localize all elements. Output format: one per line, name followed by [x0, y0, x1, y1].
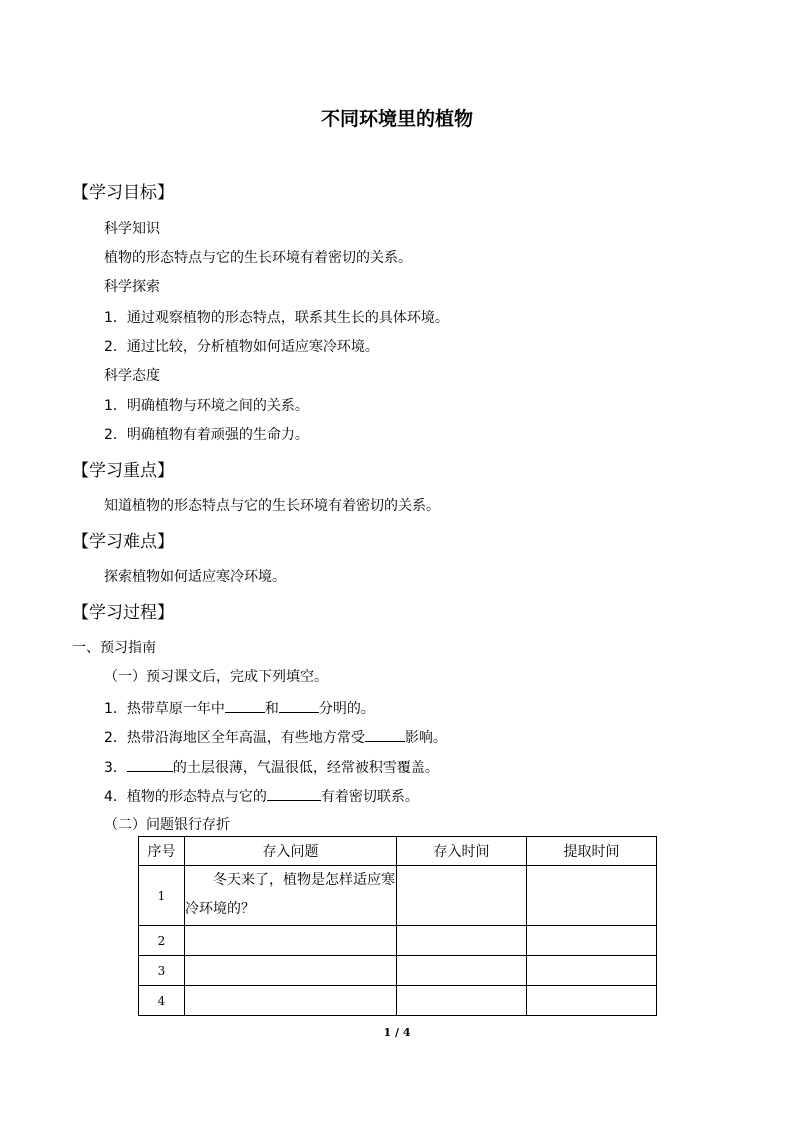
question-cell[interactable]: [185, 926, 397, 956]
deposit-time-cell[interactable]: [397, 956, 527, 986]
fill-blank[interactable]: [127, 757, 173, 772]
question-cell[interactable]: [185, 986, 397, 1016]
fill-blank[interactable]: [365, 727, 405, 742]
q2-text-a: 2．热带沿海地区全年高温，有些地方常受: [104, 730, 365, 746]
explore-label: 科学探索: [104, 279, 160, 295]
table-header-row: [139, 837, 657, 866]
fill-question-1: [104, 698, 375, 719]
q2-text-b: 影响。: [404, 730, 447, 746]
fill-question-3: [104, 757, 439, 778]
q1-text-b: 和: [264, 701, 279, 717]
row-number: 3: [139, 956, 185, 986]
fill-blank[interactable]: [225, 698, 265, 713]
row-number: 1: [139, 866, 185, 926]
question-bank-table: [138, 836, 657, 1016]
question-cell[interactable]: [185, 956, 397, 986]
header-number: 序号: [139, 837, 185, 866]
deposit-time-cell[interactable]: [397, 866, 527, 926]
q4-text-b: 有着密切联系。: [320, 789, 419, 805]
key-points-text: 知道植物的形态特点与它的生长环境有着密切的关系。: [104, 498, 440, 514]
key-points-heading: 【学习重点】: [72, 461, 174, 481]
deposit-time-cell[interactable]: [397, 986, 527, 1016]
difficulties-heading: 【学习难点】: [72, 532, 174, 552]
q1-text-a: 1．热带草原一年中: [104, 701, 225, 717]
header-deposit-time: 存入时间: [397, 837, 527, 866]
withdraw-time-cell[interactable]: [527, 926, 657, 956]
process-heading: 【学习过程】: [72, 603, 174, 623]
question-cell[interactable]: 冬天来了，植物是怎样适应寒冷环境的？: [185, 866, 397, 926]
fill-blank[interactable]: [267, 786, 321, 801]
knowledge-label: 科学知识: [104, 221, 160, 237]
explore-item-2: 2．通过比较，分析植物如何适应寒冷环境。: [104, 339, 379, 355]
table-row: [139, 986, 657, 1016]
page-title: 不同环境里的植物: [320, 108, 473, 130]
withdraw-time-cell[interactable]: [527, 986, 657, 1016]
deposit-time-cell[interactable]: [397, 926, 527, 956]
withdraw-time-cell[interactable]: [527, 956, 657, 986]
withdraw-time-cell[interactable]: [527, 866, 657, 926]
page-number: 1 / 4: [383, 1026, 411, 1039]
difficulties-text: 探索植物如何适应寒冷环境。: [104, 569, 286, 585]
table-row: [139, 956, 657, 986]
table-row: [139, 866, 657, 926]
fill-question-4: [104, 786, 419, 807]
objectives-heading: 【学习目标】: [72, 183, 174, 203]
attitude-item-2: 2．明确植物有着顽强的生命力。: [104, 427, 309, 443]
fill-question-2: [104, 727, 447, 748]
q1-text-c: 分明的。: [318, 701, 375, 717]
knowledge-text: 植物的形态特点与它的生长环境有着密切的关系。: [104, 250, 412, 266]
header-withdraw-time: 提取时间: [527, 837, 657, 866]
sub1-heading: （一）预习课文后，完成下列填空。: [104, 669, 328, 685]
header-question: 存入问题: [185, 837, 397, 866]
sub2-heading: （二）问题银行存折: [104, 817, 230, 833]
row-number: 2: [139, 926, 185, 956]
explore-item-1: 1．通过观察植物的形态特点，联系其生长的具体环境。: [104, 310, 449, 326]
q3-text-b: 的土层很薄，气温很低，经常被积雪覆盖。: [172, 760, 439, 776]
q3-text-a: 3．: [104, 760, 127, 776]
q4-text-a: 4．植物的形态特点与它的: [104, 789, 267, 805]
row-number: 4: [139, 986, 185, 1016]
fill-blank[interactable]: [279, 698, 319, 713]
attitude-label: 科学态度: [104, 368, 160, 384]
attitude-item-1: 1．明确植物与环境之间的关系。: [104, 398, 309, 414]
table-row: [139, 926, 657, 956]
part1-heading: 一、预习指南: [72, 640, 156, 656]
